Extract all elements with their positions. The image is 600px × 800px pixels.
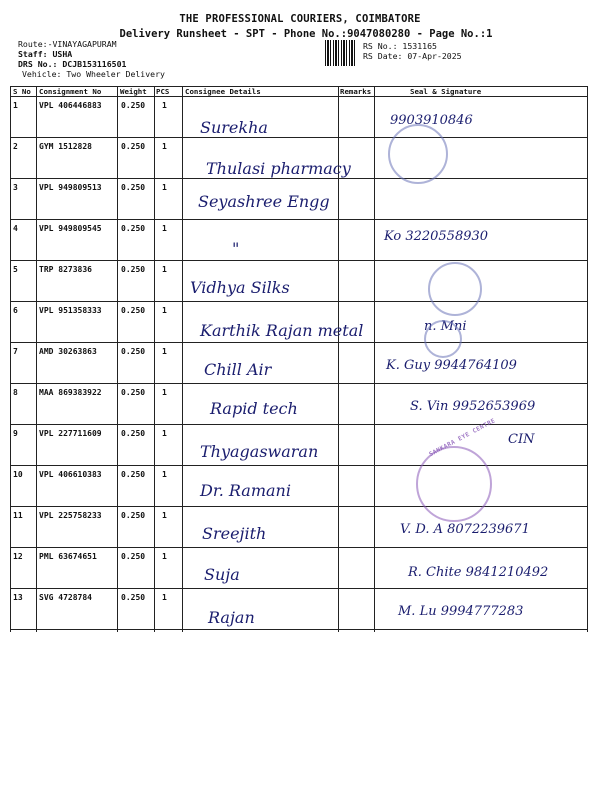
cell-pcs: 1 [162,429,167,438]
col-header-seal: Seal & Signature [410,87,482,96]
cell-consignee-handwritten: Rajan [208,608,255,627]
eye-centre-stamp-text: SANKARA EYE CENTRE [428,417,497,459]
seal-stamp [388,124,448,184]
cell-sno: 12 [13,552,23,561]
cell-sno: 4 [13,224,18,233]
header-title: THE PROFESSIONAL COURIERS, COIMBATORE [179,13,421,25]
cell-pcs: 1 [162,101,167,110]
cell-sno: 8 [13,388,18,397]
cell-pcs: 1 [162,511,167,520]
cell-signature-handwritten: V. D. A 8072239671 [400,522,530,537]
barcode [325,40,356,66]
row-rule [10,629,588,630]
cell-sno: 13 [13,593,23,602]
staff-label: Staff: USHA [18,49,73,59]
table-row [10,424,588,465]
col-header-consignment: Consignment No [39,87,102,96]
cell-consignee-handwritten: Dr. Ramani [200,481,291,500]
cell-signature-handwritten: K. Guy 9944764109 [386,358,517,373]
col-header-weight: Weight [120,87,147,96]
cell-pcs: 1 [162,183,167,192]
cell-consignment-no: VPL 949809513 [39,183,102,192]
cell-sno: 6 [13,306,18,315]
seal-stamp [424,320,462,358]
cell-sno: 1 [13,101,18,110]
route-label: Route:-VINAYAGAPURAM [18,39,117,49]
cell-pcs: 1 [162,593,167,602]
cell-consignee-handwritten: Vidhya Silks [190,278,290,297]
cell-consignee-handwritten: Chill Air [204,360,272,379]
cell-consignee-handwritten: Karthik Rajan metal [200,321,364,340]
meta-right [363,41,462,61]
rs-no-label: RS No.: 1531165 [363,41,437,51]
cell-consignment-no: SVG 4728784 [39,593,92,602]
cell-consignment-no: VPL 951358333 [39,306,102,315]
cell-signature-handwritten: Ko 3220558930 [384,229,489,244]
cell-weight: 0.250 [121,101,146,110]
table-row [10,465,588,506]
cell-consignment-no: VPL 227711609 [39,429,102,438]
cell-weight: 0.250 [121,511,146,520]
table-row [10,96,588,137]
cell-consignment-no: TRP 8273836 [39,265,92,274]
cell-sno: 11 [13,511,23,520]
cell-consignment-no: GYM 1512828 [39,142,92,151]
cell-signature-handwritten: M. Lu 9994777283 [398,604,524,619]
cell-weight: 0.250 [121,429,146,438]
cell-consignment-no: VPL 949809545 [39,224,102,233]
cell-weight: 0.250 [121,265,146,274]
table-row [10,219,588,260]
cell-consignee-handwritten: Thyagaswaran [200,442,319,461]
table-row [10,383,588,424]
table-row [10,547,588,588]
cell-consignment-no: VPL 406446883 [39,101,102,110]
cell-pcs: 1 [162,552,167,561]
col-header-consignee: Consignee Details [185,87,261,96]
table-row [10,260,588,301]
table-row [10,137,588,178]
cell-weight: 0.250 [121,306,146,315]
cell-pcs: 1 [162,142,167,151]
cell-pcs: 1 [162,388,167,397]
cell-pcs: 1 [162,265,167,274]
cell-consignment-no: MAA 869383922 [39,388,102,397]
cell-consignee-handwritten: Seyashree Engg [198,192,330,211]
cell-weight: 0.250 [121,552,146,561]
table-row [10,178,588,219]
cell-consignment-no: PML 63674651 [39,552,97,561]
drs-label: DRS No.: DCJB153116501 [18,59,127,69]
cell-signature-handwritten: 9903910846 [390,113,473,128]
cell-weight: 0.250 [121,470,146,479]
col-header-sno: S No [13,87,31,96]
cell-pcs: 1 [162,224,167,233]
cell-consignment-no: AMD 30263863 [39,347,97,356]
runsheet-table [10,86,588,632]
cell-weight: 0.250 [121,388,146,397]
seal-stamp [428,262,482,316]
cell-sno: 7 [13,347,18,356]
cell-weight: 0.250 [121,224,146,233]
cell-pcs: 1 [162,306,167,315]
table-row [10,506,588,547]
rs-date-label: RS Date: 07-Apr-2025 [363,51,462,61]
cell-pcs: 1 [162,470,167,479]
cell-signature-handwritten: CIN [508,432,535,447]
cell-signature-handwritten: R. Chite 9841210492 [408,565,549,580]
cell-sno: 5 [13,265,18,274]
cell-consignment-no: VPL 406610383 [39,470,102,479]
cell-weight: 0.250 [121,593,146,602]
header-subtitle: Delivery Runsheet - SPT - Phone No.:9047080280 - Page No.:1 [119,28,493,40]
cell-sno: 3 [13,183,18,192]
vehicle-label: Vehicle: Two Wheeler Delivery [22,69,165,79]
cell-consignee-handwritten: Suja [204,565,240,584]
cell-sno: 10 [13,470,23,479]
col-header-remarks: Remarks [340,87,372,96]
cell-consignee-handwritten: Rapid tech [210,399,298,418]
cell-pcs: 1 [162,347,167,356]
cell-consignee-handwritten: Thulasi pharmacy [206,159,351,178]
cell-sno: 2 [13,142,18,151]
table-row [10,342,588,383]
cell-weight: 0.250 [121,347,146,356]
cell-signature-handwritten: n. Mni [424,319,467,334]
eye-centre-stamp [416,446,492,522]
table-row [10,588,588,629]
cell-signature-handwritten: S. Vin 9952653969 [410,399,536,414]
cell-weight: 0.250 [121,183,146,192]
col-header-pcs: PCS [156,87,170,96]
cell-sno: 9 [13,429,18,438]
cell-consignee-handwritten: " [232,239,240,258]
table-row [10,301,588,342]
cell-consignment-no: VPL 225758233 [39,511,102,520]
cell-consignee-handwritten: Sreejith [202,524,267,543]
cell-consignee-handwritten: Surekha [200,118,268,137]
meta-left [18,39,165,79]
cell-weight: 0.250 [121,142,146,151]
